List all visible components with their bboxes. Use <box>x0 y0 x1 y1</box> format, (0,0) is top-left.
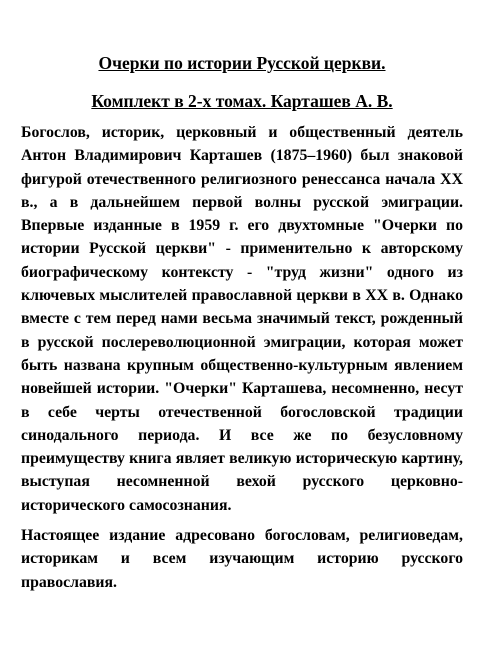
body-paragraph-1: Богослов, историк, церковный и общественный деятель Антон Владимирович Карташев (1875–1960) был знаковой фигурой отечественного религиозного ренессанса начала XX в., а в дальнейшем первой волны русской эмиграции. Впервые изданные в 1959 г. его двухтомные "Очерки по истории Русской церкви" - применительно к авторскому биографическому контексту - "труд жизни" одного из ключевых мыслителей православной церкви в XX в. Однако вместе с тем перед нами весьма значимый текст, рожденный в русской послереволюционной эмиграции, которая может быть названа крупным общественно-культурным явлением новейшей истории. "Очерки" Карташева, несомненно, несут в себе черты отечественной богословской традиции синодального периода. И все же по безусловному преимуществу книга являет великую историческую картину, выступая несомненной вехой русского церковно-исторического самосознания. <box>21 124 463 514</box>
body-paragraph-2: Настоящее издание адресовано богословам, религиоведам, историкам и всем изучающим историю русского православия. <box>21 527 463 591</box>
document-title-line-1: Очерки по истории Русской церкви. <box>98 53 386 73</box>
document-title-line-2: Комплект в 2-х томах. Карташев А. В. <box>91 91 393 111</box>
document-page <box>21 50 463 594</box>
